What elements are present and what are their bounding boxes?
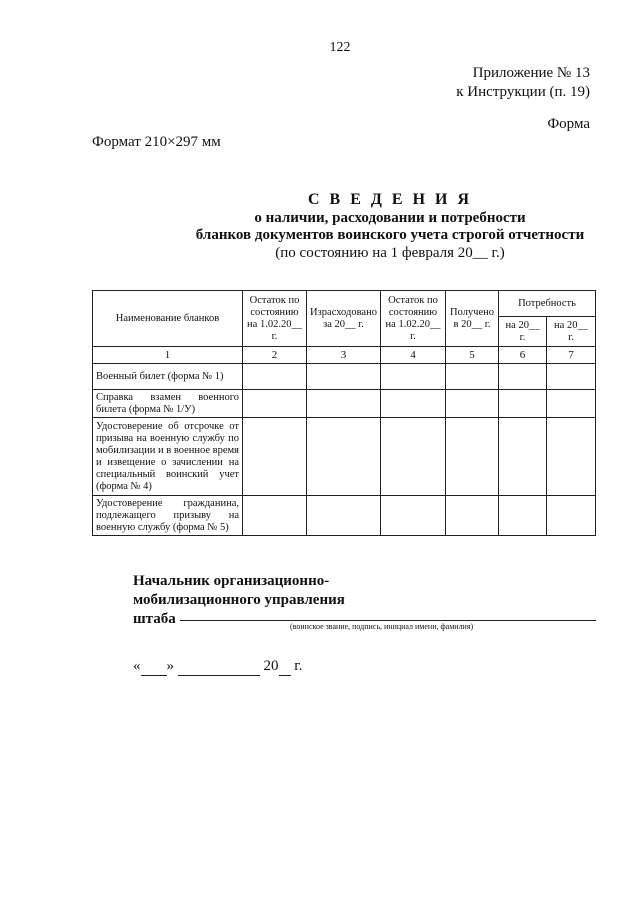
column-number: 3 — [307, 347, 381, 364]
empty-cell[interactable] — [243, 496, 307, 536]
header-received: Получено в 20__ г. — [446, 291, 499, 347]
empty-cell[interactable] — [243, 364, 307, 390]
signature-field-line[interactable] — [180, 620, 596, 621]
month-blank[interactable] — [178, 658, 260, 676]
empty-cell[interactable] — [307, 364, 381, 390]
empty-cell[interactable] — [446, 418, 499, 496]
column-number: 4 — [381, 347, 446, 364]
appendix-reference — [456, 64, 590, 102]
table-row — [93, 418, 596, 496]
signature-caption: (воинское звание, подпись, инициал имени, фамилия) — [290, 622, 474, 631]
date-year-suffix: г. — [294, 658, 303, 674]
empty-cell[interactable] — [381, 496, 446, 536]
appendix-line-2: к Инструкции (п. 19) — [456, 84, 590, 100]
date-close-quote: » — [166, 658, 174, 674]
signature-line-2: мобилизационного управления — [133, 592, 345, 608]
column-number: 6 — [499, 347, 547, 364]
header-need-year-2: на 20__ г. — [547, 317, 596, 347]
header-remain-start: Остаток по состоянию на 1.02.20__ г. — [243, 291, 307, 347]
appendix-line-1: Приложение № 13 — [472, 65, 590, 81]
heading-line-3: (по состоянию на 1 февраля 20__ г.) — [275, 245, 505, 261]
header-spent: Израсходовано за 20__ г. — [307, 291, 381, 347]
empty-cell[interactable] — [381, 390, 446, 418]
heading-title: С В Е Д Е Н И Я — [307, 191, 473, 208]
document-heading — [80, 190, 640, 263]
empty-cell[interactable] — [499, 496, 547, 536]
row-name: Военный билет (форма № 1) — [93, 364, 243, 390]
heading-line-1: о наличии, расходовании и потребности — [254, 210, 526, 226]
date-line — [133, 658, 302, 676]
signature-line-1: Начальник организационно- — [133, 573, 330, 589]
date-year: 20 — [263, 658, 279, 674]
day-blank[interactable] — [141, 658, 167, 676]
column-number: 7 — [547, 347, 596, 364]
table-row — [93, 364, 596, 390]
empty-cell[interactable] — [499, 364, 547, 390]
empty-cell[interactable] — [446, 390, 499, 418]
empty-cell[interactable] — [307, 418, 381, 496]
empty-cell[interactable] — [547, 418, 596, 496]
date-open-quote: « — [133, 658, 141, 674]
form-label: Форма — [547, 116, 590, 132]
header-need: Потребность — [499, 291, 596, 317]
empty-cell[interactable] — [381, 364, 446, 390]
table-row — [93, 390, 596, 418]
empty-cell[interactable] — [499, 418, 547, 496]
empty-cell[interactable] — [243, 418, 307, 496]
column-number-row — [93, 347, 596, 364]
empty-cell[interactable] — [547, 364, 596, 390]
table-row — [93, 496, 596, 536]
empty-cell[interactable] — [307, 390, 381, 418]
column-number: 2 — [243, 347, 307, 364]
signature-line-3: штаба — [133, 611, 176, 627]
empty-cell[interactable] — [381, 418, 446, 496]
empty-cell[interactable] — [446, 364, 499, 390]
blanks-table — [92, 290, 596, 536]
header-need-year-1: на 20__ г. — [499, 317, 547, 347]
empty-cell[interactable] — [446, 496, 499, 536]
empty-cell[interactable] — [547, 390, 596, 418]
page-number: 122 — [329, 40, 351, 55]
column-number: 5 — [446, 347, 499, 364]
empty-cell[interactable] — [243, 390, 307, 418]
year-blank[interactable] — [279, 658, 291, 676]
column-number: 1 — [93, 347, 243, 364]
empty-cell[interactable] — [307, 496, 381, 536]
empty-cell[interactable] — [499, 390, 547, 418]
header-remain-end: Остаток по состоянию на 1.02.20__ г. — [381, 291, 446, 347]
header-name: Наименование бланков — [93, 291, 243, 347]
row-name: Удостоверение гражданина, подлежащего призыву на военную службу (форма № 5) — [93, 496, 243, 536]
heading-line-2: бланков документов воинского учета строгой отчетности — [195, 227, 585, 243]
format-label: Формат 210×297 мм — [92, 134, 221, 150]
row-name: Справка взамен военного билета (форма № 1/У) — [93, 390, 243, 418]
empty-cell[interactable] — [547, 496, 596, 536]
row-name: Удостоверение об отсрочке от призыва на военную службу по мобилизации и в военное время и извещение о зачислении на специальный воинский учет (форма № 4) — [93, 418, 243, 496]
